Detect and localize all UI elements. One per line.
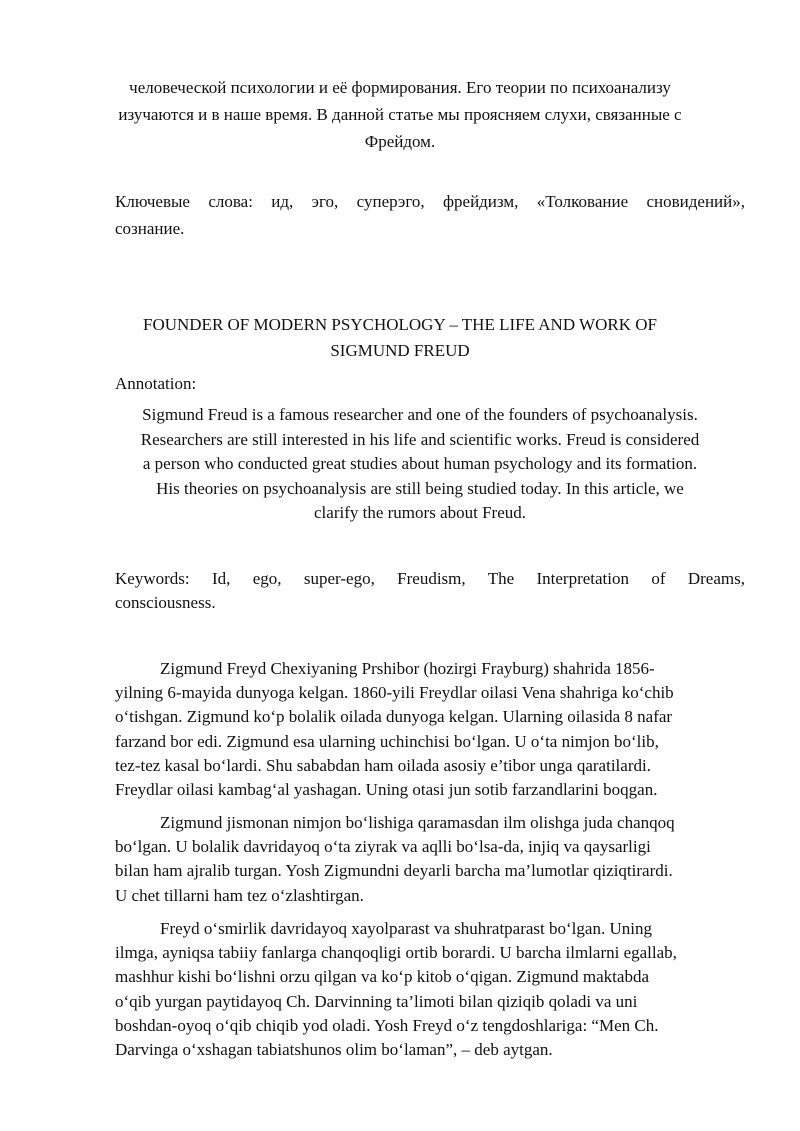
english-keywords [115, 567, 745, 615]
text-line: o‘tishgan. Zigmund ko‘p bolalik oilada dunyoga kelgan. Ularning oilasida 8 nafar [115, 707, 673, 727]
text-line: Freyd o‘smirlik davridayoq xayolparast va shuhratparast bo‘lgan. Uning [160, 919, 652, 938]
text-line: bilan ham ajralib turgan. Yosh Zigmundni deyarli barcha ma’lumotlar qiziqtirardi. [115, 861, 673, 881]
body-paragraph [115, 811, 745, 908]
russian-abstract-tail [110, 74, 690, 155]
annotation-label: Annotation: [115, 374, 197, 393]
text-line: clarify the rumors about Freud. [314, 503, 526, 522]
text-line: Фрейдом. [364, 132, 436, 151]
text-line: farzand bor edi. Zigmund esa ularning uchinchisi bo‘lgan. U o‘ta nimjon bo‘lib, [115, 731, 659, 751]
text-line: yilning 6-mayida dunyoga kelgan. 1860-yili Freydlar oilasi Vena shahriga ko‘chib [115, 683, 674, 703]
body-paragraph [115, 917, 745, 1062]
body-paragraph [115, 657, 745, 802]
text-line: Ключевые слова: ид, эго, суперэго, фрейдизм, «Толкование сновидений», [115, 192, 745, 211]
text-line: Freydlar oilasi kambag‘al yashagan. Uning otasi jun sotib farzandlarini boqgan. [115, 780, 658, 800]
text-line: изучаются и в наше время. В данной статье мы проясняем слухи, связанные с [118, 105, 682, 124]
text-line: bo‘lgan. U bolalik davridayoq o‘ta ziyrak va aqlli bo‘lsa-da, injiq va qaysarligi [115, 837, 651, 857]
title-line: FOUNDER OF MODERN PSYCHOLOGY – THE LIFE AND WORK OF [143, 315, 657, 334]
english-title [100, 312, 700, 364]
text-line: Researchers are still interested in his life and scientific works. Freud is considered [140, 429, 700, 449]
text-line: Zigmund Freyd Chexiyaning Prshibor (hozirgi Frayburg) shahrida 1856- [160, 659, 655, 678]
text-line: tez-tez kasal bo‘lardi. Shu sababdan ham oilada asosiy e’tibor unga qaratilardi. [115, 755, 651, 775]
title-line: SIGMUND FREUD [330, 341, 470, 360]
text-line: Zigmund jismonan nimjon bo‘lishiga qaramasdan ilm olishga juda chanqoq [160, 813, 675, 832]
text-line: Darvinga o‘xshagan tabiatshunos olim bo‘laman”, – deb aytgan. [115, 1040, 553, 1060]
text-line: a person who conducted great studies about human psychology and its formation. [142, 454, 698, 473]
text-line: o‘qib yurgan paytidayoq Ch. Darvinning ta’limoti bilan qiziqib qoladi va uni [115, 991, 638, 1011]
text-line: Sigmund Freud is a famous researcher and one of the founders of psychoanalysis. [142, 405, 698, 424]
text-line: U chet tillarni ham tez o‘zlashtirgan. [115, 885, 364, 905]
english-annotation [100, 403, 740, 526]
text-line: Keywords: Id, ego, super-ego, Freudism, The Interpretation of Dreams, [115, 569, 745, 588]
text-line: ilmga, ayniqsa tabiiy fanlarga chanqoqligi ortib borardi. U barcha ilmlarni egallab, [115, 943, 677, 963]
text-line: человеческой психологии и её формирования. Его теории по психоанализу [129, 78, 671, 97]
text-line: consciousness. [115, 593, 216, 612]
text-line: mashhur kishi bo‘lishni orzu qilgan va ko‘p kitob o‘qigan. Zigmund maktabda [115, 967, 649, 987]
text-line: сознание. [115, 219, 185, 238]
russian-keywords [115, 188, 745, 242]
text-line: boshdan-oyoq o‘qib chiqib yod oladi. Yosh Freyd o‘z tengdoshlariga: “Men Ch. [115, 1015, 659, 1035]
text-line: His theories on psychoanalysis are still being studied today. In this article, we [156, 478, 684, 498]
